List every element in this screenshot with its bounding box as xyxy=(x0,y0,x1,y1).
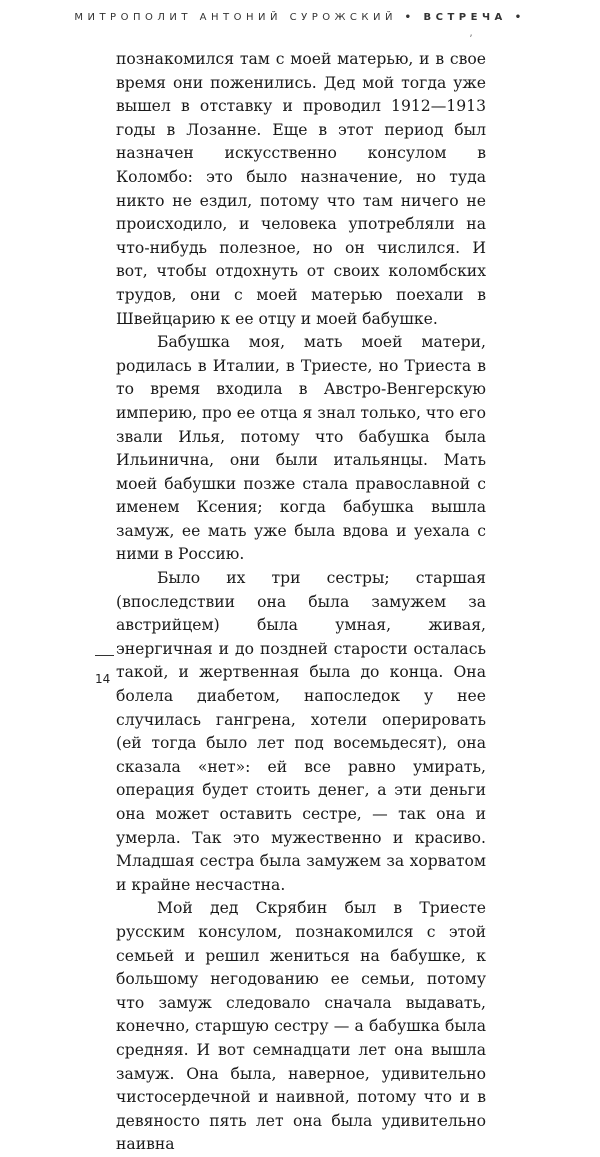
header-book-title: ВСТРЕЧА xyxy=(423,12,507,23)
running-header: МИТРОПОЛИТ АНТОНИЙ СУРОЖСКИЙ • ВСТРЕЧА • xyxy=(74,12,526,23)
paragraph: Бабушка моя, мать моей матери, родилась в Италии, в Триесте, но Триеста в то время входила в Австро-Венгерскую империю, про ее отца я знал только, что его звали Илья, потому что бабушка была Ильинична, они были итальянцы. Мать моей бабушки позже стала православной с именем Ксения; когда бабушка вышла замуж, ее мать уже была вдова и уехала с ними в Россию. xyxy=(116,333,486,564)
header-author: МИТРОПОЛИТ АНТОНИЙ СУРОЖСКИЙ xyxy=(74,12,397,23)
print-mark: ʼ xyxy=(469,34,473,45)
page-number: 14 xyxy=(95,672,111,686)
paragraph: Мой дед Скрябин был в Триесте русским консулом, познакомился с этой семьей и решил жениться на бабушке, к большому негодованию ее семьи, потому что замуж следовало сначала выдавать, конечно, старшую сестру — а бабушка была средняя. И вот семнадцати лет она вышла замуж. Она была, наверное, удивительно чистосердечной и наивной, потому что и в девяносто пять лет она была удивительно наивна xyxy=(116,899,486,1154)
paragraph: Было их три сестры; старшая (впоследствии она была замужем за австрийцем) была умная, живая, энергичная и до поздней старости осталась такой, и жертвенная была до конца. Она болела диабетом, напоследок у нее случилась гангрена, хотели оперировать (ей тогда было лет под восемьдесят), она сказала «нет»: ей все равно умирать, операция будет стоить денег, а эти деньги она может оставить сестре, — так она и умерла. Так это мужественно и красиво. Младшая сестра была замужем за хорватом и крайне несчастна. xyxy=(116,569,486,894)
paragraph: познакомился там с моей матерью, и в свое время они поженились. Дед мой тогда уже вышел в отставку и проводил 1912—1913 годы в Лозанне. Еще в этот период был назначен искусственно консулом в Коломбо: это было назначение, но туда никто не ездил, потому что там ничего не происходило, и человека употребляли на что-нибудь полезное, но он числился. И вот, чтобы отдохнуть от своих коломбских трудов, они с моей матерью поехали в Швейцарию к ее отцу и моей бабушке. xyxy=(116,50,486,328)
page-number-rule xyxy=(95,655,114,656)
body-text xyxy=(116,48,486,1157)
